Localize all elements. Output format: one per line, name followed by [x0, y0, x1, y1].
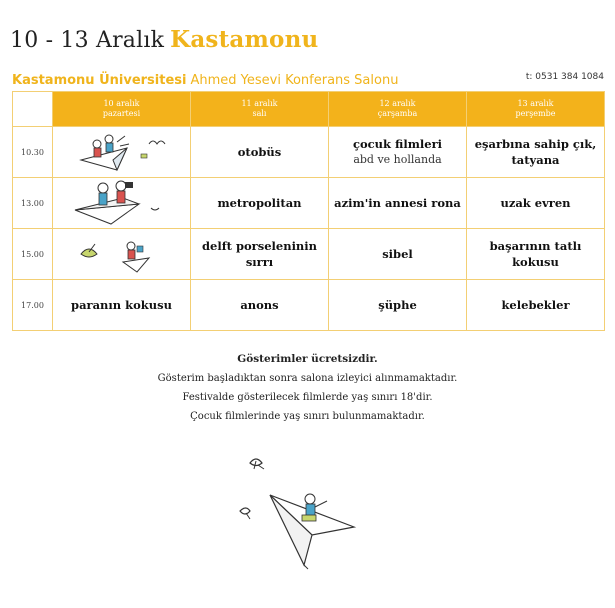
paper-plane-illustration — [230, 455, 370, 575]
day-weekday: çarşamba — [377, 109, 418, 118]
table-row — [13, 229, 605, 280]
festival-city: Kastamonu — [170, 26, 319, 53]
film-cell: eşarbına sahip çık, tatyana — [467, 127, 605, 178]
time-cell: 15.00 — [13, 229, 53, 280]
day-header — [467, 92, 605, 127]
film-cell: sibel — [329, 229, 467, 280]
day-date: 11 aralık — [241, 99, 278, 108]
day-date: 13 aralık — [517, 99, 554, 108]
time-cell: 17.00 — [13, 280, 53, 331]
day-header — [191, 92, 329, 127]
festival-dates: 10 - 13 Aralık — [10, 28, 165, 53]
film-cell: şüphe — [329, 280, 467, 331]
film-cell: delft porseleninin sırrı — [191, 229, 329, 280]
illustration-cell — [53, 178, 191, 229]
film-cell: otobüs — [191, 127, 329, 178]
table-row — [13, 280, 605, 331]
notes-heading: Gösterimler ücretsizdir. — [237, 353, 378, 365]
corner-cell — [13, 92, 53, 127]
film-title: çocuk filmleri — [352, 137, 443, 151]
film-cell: metropolitan — [191, 178, 329, 229]
venue-hall: Ahmed Yesevi Konferans Salonu — [190, 73, 399, 88]
film-cell: anons — [191, 280, 329, 331]
film-cell — [329, 127, 467, 178]
day-date: 10 aralık — [103, 99, 140, 108]
notes-line: Çocuk filmlerinde yaş sınırı bulunmamaktadır. — [190, 411, 425, 422]
time-cell: 13.00 — [13, 178, 53, 229]
illustration-cell — [53, 229, 191, 280]
illustration-cell — [53, 127, 191, 178]
venue-university: Kastamonu Üniversitesi — [12, 73, 187, 88]
day-header — [329, 92, 467, 127]
notes-line: Festivalde gösterilecek filmlerde yaş sınırı 18'dir. — [182, 392, 433, 403]
contact-phone: t: 0531 384 1084 — [525, 72, 604, 82]
film-subtitle: abd ve hollanda — [353, 153, 442, 166]
day-weekday: perşembe — [515, 109, 556, 118]
venue-name — [12, 73, 398, 88]
film-cell: azim'in annesi rona — [329, 178, 467, 229]
page-title — [10, 26, 318, 53]
kids-on-paper-plane-illustration — [67, 130, 177, 174]
film-cell: kelebekler — [467, 280, 605, 331]
day-date: 12 aralık — [379, 99, 416, 108]
table-row — [13, 127, 605, 178]
table-row — [13, 178, 605, 229]
day-header — [53, 92, 191, 127]
film-cell: paranın kokusu — [53, 280, 191, 331]
film-cell: uzak evren — [467, 178, 605, 229]
bird-and-kid-illustration — [67, 232, 177, 276]
two-kids-paper-plane-illustration — [67, 178, 177, 228]
venue-row — [12, 69, 606, 87]
film-cell: başarının tatlı kokusu — [467, 229, 605, 280]
day-weekday: salı — [252, 109, 267, 118]
notes-block — [0, 350, 615, 426]
time-cell: 10.30 — [13, 127, 53, 178]
schedule-table — [12, 91, 605, 331]
notes-line: Gösterim başladıktan sonra salona izleyici alınmamaktadır. — [157, 373, 458, 384]
day-weekday: pazartesi — [102, 109, 141, 118]
schedule-header-row — [13, 92, 605, 127]
